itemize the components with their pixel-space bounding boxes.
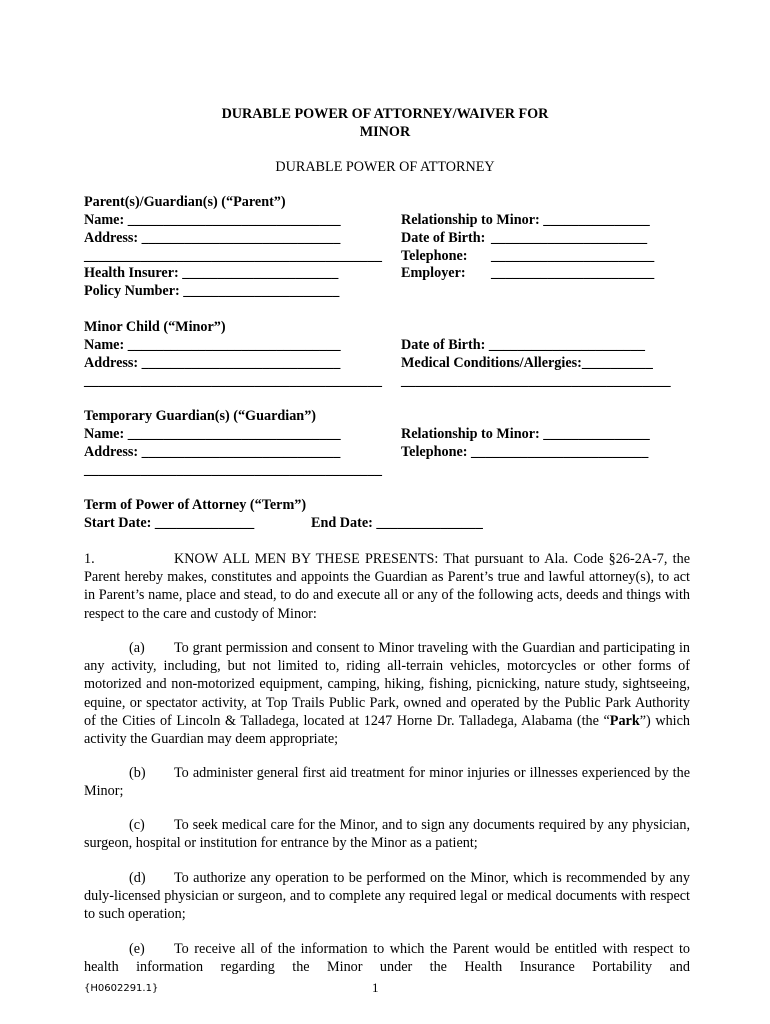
parent-telephone-label: Telephone: xyxy=(401,248,468,264)
document-title-line1: DURABLE POWER OF ATTORNEY/WAIVER FOR xyxy=(221,106,549,122)
clause-e xyxy=(84,940,690,976)
guardian-address-field[interactable]: Address: ____________________________ xyxy=(84,444,341,460)
clause-c xyxy=(84,816,690,852)
minor-dob-field[interactable]: Date of Birth: ______________________ xyxy=(401,337,645,353)
parent-employer-label: Employer: xyxy=(401,265,466,281)
parent-heading: Parent(s)/Guardian(s) (“Parent”) xyxy=(84,194,286,210)
clause-e-label: (e) xyxy=(129,941,145,957)
clause-e-text: To receive all of the information to which the Parent would be entitled with respect to health information regarding the Minor under the Health Insurance Portability and xyxy=(84,941,690,976)
parent-name-field[interactable]: Name: ______________________________ xyxy=(84,212,341,228)
parent-policy-number-field[interactable]: Policy Number: ______________________ xyxy=(84,283,340,299)
parent-telephone-field[interactable]: _______________________ xyxy=(491,248,655,264)
parent-employer-field[interactable]: _______________________ xyxy=(491,265,655,281)
clause-b xyxy=(84,764,690,800)
document-title-line2: MINOR xyxy=(359,124,411,140)
clause-c-text: To seek medical care for the Minor, and to sign any documents required by any physician, surgeon, hospital or institution for entrance by the Minor as a patient; xyxy=(84,817,690,852)
clause-d-label: (d) xyxy=(129,870,146,886)
clause-b-label: (b) xyxy=(129,765,146,781)
parent-relationship-field[interactable]: Relationship to Minor: _______________ xyxy=(401,212,650,228)
clause-a-label: (a) xyxy=(129,640,145,656)
guardian-relationship-field[interactable]: Relationship to Minor: _______________ xyxy=(401,426,650,442)
minor-address-line2[interactable]: __________________________________________ xyxy=(84,373,382,389)
parent-health-insurer-field[interactable]: Health Insurer: ______________________ xyxy=(84,265,339,281)
clause-a-text-before: To grant permission and consent to Minor traveling with the Guardian and participating in any activity, including, but not limited to, riding all-terrain vehicles, motorcycles or other forms of motorized and non-motorized equipment, camping, hiking, fishing, picnicking, nature study, sightseeing, equine, or spectator activity, at Top Trails Public Park, owned and operated by the Public Park Authority of the Cities of Lincoln & Talladega, located at 1247 Horne Dr. Talladega, Alabama (the “ xyxy=(84,640,690,729)
clause-d-text: To authorize any operation to be performed on the Minor, which is recommended by any duly-licensed physician or surgeon, and to complete any required legal or medical documents with respect to such operation; xyxy=(84,870,690,923)
page-number: 1 xyxy=(372,980,379,995)
minor-medical-field[interactable]: Medical Conditions/Allergies:__________ xyxy=(401,355,653,371)
document-subtitle: DURABLE POWER OF ATTORNEY xyxy=(275,159,495,175)
clause-c-label: (c) xyxy=(129,817,145,833)
parent-address-field[interactable]: Address: ____________________________ xyxy=(84,230,341,246)
parent-dob-label: Date of Birth: xyxy=(401,230,486,246)
minor-name-field[interactable]: Name: ______________________________ xyxy=(84,337,341,353)
guardian-heading: Temporary Guardian(s) (“Guardian”) xyxy=(84,408,317,424)
guardian-address-line2[interactable]: __________________________________________ xyxy=(84,462,382,478)
guardian-name-field[interactable]: Name: ______________________________ xyxy=(84,426,341,442)
parent-address-line2[interactable]: __________________________________________ xyxy=(84,248,382,264)
paragraph-1-text: KNOW ALL MEN BY THESE PRESENTS: That pursuant to Ala. Code §26-2A-7, the Parent hereby makes, constitutes and appoints the Guardian as Parent’s true and lawful attorney(s), to act in Parent’s name, place and stead, to do and execute all or any of the following acts, deeds and things with respect to the care and custody of Minor: xyxy=(84,551,690,622)
parent-dob-field[interactable]: ______________________ xyxy=(491,230,648,246)
clause-a xyxy=(84,639,690,748)
clause-d xyxy=(84,869,690,924)
minor-medical-line2[interactable]: ______________________________________ xyxy=(401,373,671,389)
paragraph-1-number: 1. xyxy=(84,551,95,567)
guardian-telephone-field[interactable]: Telephone: _________________________ xyxy=(401,444,649,460)
term-end-date-field[interactable]: End Date: _______________ xyxy=(311,515,483,531)
paragraph-1 xyxy=(84,550,690,623)
clause-b-text: To administer general first aid treatment for minor injuries or illnesses experienced by the Minor; xyxy=(84,765,690,800)
term-start-date-field[interactable]: Start Date: ______________ xyxy=(84,515,255,531)
footer-doc-id: {H0602291.1} xyxy=(84,983,159,994)
clause-a-text-after: ”) which activity the Guardian may deem appropriate; xyxy=(84,712,690,748)
minor-heading: Minor Child (“Minor”) xyxy=(84,319,226,335)
minor-address-field[interactable]: Address: ____________________________ xyxy=(84,355,341,371)
term-heading: Term of Power of Attorney (“Term”) xyxy=(84,497,307,513)
clause-a-park-term: Park xyxy=(609,712,640,729)
